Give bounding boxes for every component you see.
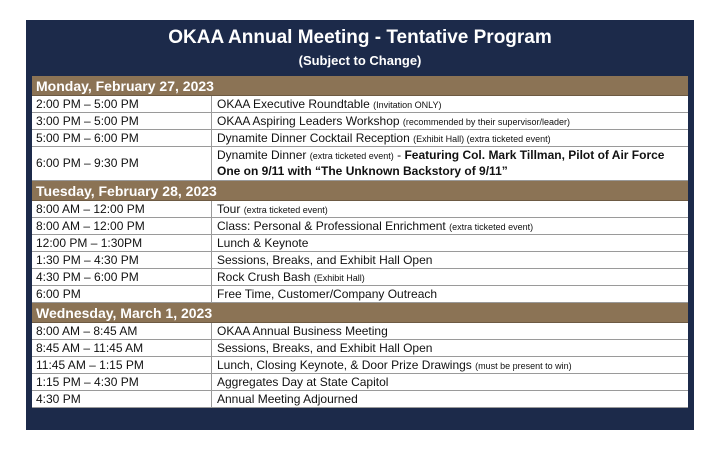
event-cell <box>212 269 688 285</box>
event-cell <box>212 286 688 302</box>
event-note: (recommended by their supervisor/leader) <box>402 117 570 127</box>
event-title: Lunch, Closing Keynote, & Door Prize Drawings <box>217 358 472 372</box>
time-cell: 12:00 PM – 1:30PM <box>32 235 212 251</box>
event-title: Dynamite Dinner Cocktail Reception <box>217 131 410 145</box>
event-title: Sessions, Breaks, and Exhibit Hall Open <box>217 253 433 267</box>
event-cell <box>212 323 688 339</box>
day-header-tuesday: Tuesday, February 28, 2023 <box>32 181 688 201</box>
table-row <box>32 340 688 357</box>
time-cell: 4:30 PM <box>32 391 212 407</box>
time-cell: 8:00 AM – 8:45 AM <box>32 323 212 339</box>
event-note: (Exhibit Hall) <box>313 273 365 283</box>
time-cell: 8:00 AM – 12:00 PM <box>32 201 212 217</box>
table-row <box>32 252 688 269</box>
page-subtitle: (Subject to Change) <box>298 53 422 68</box>
event-title: OKAA Executive Roundtable <box>217 97 370 111</box>
table-row <box>32 357 688 374</box>
event-title: Tour <box>217 202 241 216</box>
event-cell <box>212 147 688 180</box>
day-header-monday: Monday, February 27, 2023 <box>32 76 688 96</box>
program-frame <box>26 20 694 430</box>
table-row <box>32 286 688 303</box>
event-title: Rock Crush Bash <box>217 270 311 284</box>
event-cell <box>212 252 688 268</box>
table-row <box>32 269 688 286</box>
table-row <box>32 201 688 218</box>
time-cell: 11:45 AM – 1:15 PM <box>32 357 212 373</box>
event-note: (extra ticketed event) <box>449 222 534 232</box>
table-row <box>32 323 688 340</box>
event-note: (extra ticketed event) <box>243 205 328 215</box>
event-cell <box>212 340 688 356</box>
time-cell: 6:00 PM – 9:30 PM <box>32 147 212 180</box>
event-cell <box>212 113 688 129</box>
table-row <box>32 235 688 252</box>
table-row <box>32 218 688 235</box>
time-cell: 4:30 PM – 6:00 PM <box>32 269 212 285</box>
time-cell: 6:00 PM <box>32 286 212 302</box>
table-row <box>32 130 688 147</box>
time-cell: 8:45 AM – 11:45 AM <box>32 340 212 356</box>
event-cell <box>212 235 688 251</box>
table-row <box>32 147 688 181</box>
time-cell: 1:30 PM – 4:30 PM <box>32 252 212 268</box>
time-cell: 5:00 PM – 6:00 PM <box>32 130 212 146</box>
event-title: Dynamite Dinner <box>217 148 307 162</box>
time-cell: 8:00 AM – 12:00 PM <box>32 218 212 234</box>
event-note: (Exhibit Hall) (extra ticketed event) <box>413 134 551 144</box>
schedule-table <box>32 76 688 408</box>
page-title: OKAA Annual Meeting - Tentative Program <box>168 27 552 48</box>
time-cell: 1:15 PM – 4:30 PM <box>32 374 212 390</box>
time-cell: 3:00 PM – 5:00 PM <box>32 113 212 129</box>
event-note: (extra ticketed event) <box>309 151 394 161</box>
event-title: Lunch & Keynote <box>217 236 309 250</box>
table-row <box>32 96 688 113</box>
time-cell: 2:00 PM – 5:00 PM <box>32 96 212 112</box>
event-title: Annual Meeting Adjourned <box>217 392 358 406</box>
event-title: OKAA Annual Business Meeting <box>217 324 388 338</box>
event-cell <box>212 357 688 373</box>
table-row <box>32 113 688 130</box>
event-title: Aggregates Day at State Capitol <box>217 375 389 389</box>
event-title: Class: Personal & Professional Enrichment <box>217 219 446 233</box>
event-cell <box>212 374 688 390</box>
event-cell <box>212 130 688 146</box>
event-title: Sessions, Breaks, and Exhibit Hall Open <box>217 341 433 355</box>
event-note: (must be present to win) <box>475 361 572 371</box>
event-cell <box>212 201 688 217</box>
event-cell <box>212 218 688 234</box>
event-dash: - <box>393 148 405 162</box>
event-title: OKAA Aspiring Leaders Workshop <box>217 114 400 128</box>
event-title: Free Time, Customer/Company Outreach <box>217 287 438 301</box>
table-row <box>32 391 688 408</box>
event-feature: Featuring Col. Mark Tillman, Pilot of Air Force One on 9/11 with “The Unknown Backstory of 9/11” <box>217 148 665 178</box>
event-cell <box>212 96 688 112</box>
table-row <box>32 374 688 391</box>
event-note: (Invitation ONLY) <box>373 100 442 110</box>
event-cell <box>212 391 688 407</box>
day-header-wednesday: Wednesday, March 1, 2023 <box>32 303 688 323</box>
